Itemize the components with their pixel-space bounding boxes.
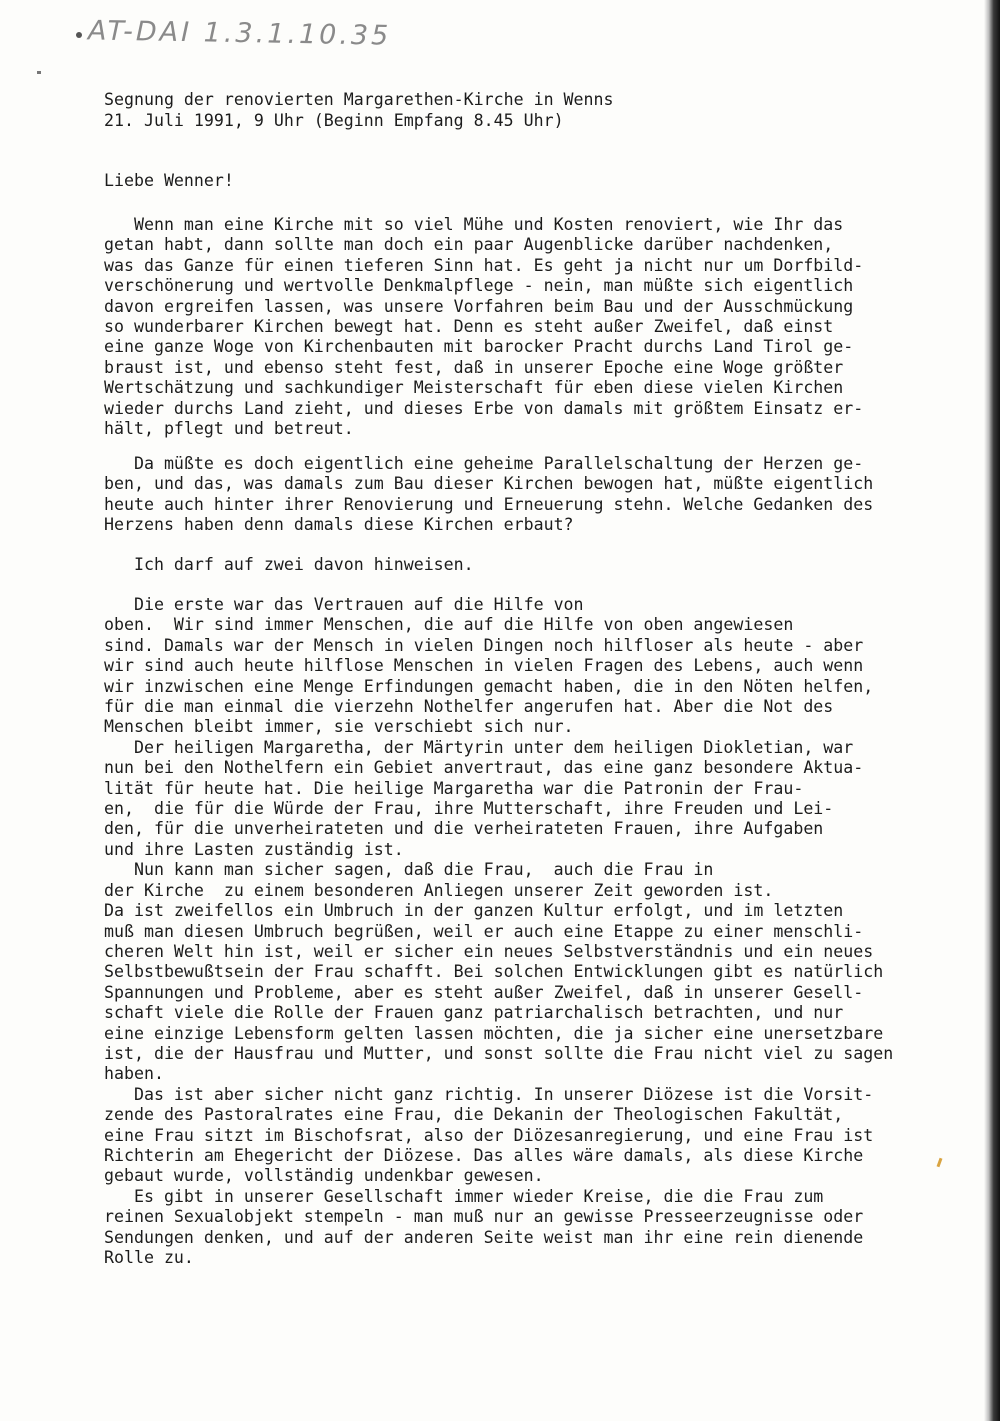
text-line: zende des Pastoralrates eine Frau, die Dekanin der Theologischen Fakultät, xyxy=(104,1105,844,1125)
paper-speck xyxy=(937,1158,943,1167)
document-date: 21. Juli 1991, 9 Uhr (Beginn Empfang 8.45 Uhr) xyxy=(104,111,564,130)
text-line: wir inzwischen eine Menge Erfindungen gemacht haben, die in den Nöten helfen, xyxy=(104,676,874,696)
text-line: was das Ganze für einen tieferen Sinn hat. Es geht ja nicht nur um Dorfbild- xyxy=(104,255,864,275)
text-line: Da ist zweifellos ein Umbruch in der ganzen Kultur erfolgt, und im letzten xyxy=(104,901,844,921)
scan-edge xyxy=(984,0,1000,1421)
text-line: so wunderbarer Kirchen bewegt hat. Denn es steht außer Zweifel, daß einst xyxy=(104,317,834,337)
text-line: en, die für die Würde der Frau, ihre Mutterschaft, ihre Freuden und Lei- xyxy=(104,799,834,819)
text-line: Richterin am Ehegericht der Diözese. Das alles wäre damals, als diese Kirche xyxy=(104,1145,864,1165)
salutation: Liebe Wenner! xyxy=(104,171,234,190)
text-line: gebaut wurde, vollständig undenkbar gewesen. xyxy=(104,1166,544,1186)
text-line: eine einzige Lebensform gelten lassen möchten, die ja sicher eine unersetzbare xyxy=(104,1023,884,1043)
text-line: Rolle zu. xyxy=(104,1248,194,1267)
text-line: Sendungen denken, und auf der anderen Seite weist man ihr eine rein dienende xyxy=(104,1227,864,1247)
text-line: muß man diesen Umbruch begrüßen, weil er auch eine Etappe zu einer menschli- xyxy=(104,921,864,941)
text-line: hält, pflegt und betreut. xyxy=(104,419,354,439)
text-line: getan habt, dann sollte man doch ein paar Augenblicke darüber nachdenken, xyxy=(104,235,834,255)
text-line: Nun kann man sicher sagen, daß die Frau, auch die Frau in xyxy=(104,860,714,880)
text-line: Wenn man eine Kirche mit so viel Mühe und Kosten renoviert, wie Ihr das xyxy=(104,215,844,234)
text-line: ist, die der Hausfrau und Mutter, und sonst sollte die Frau nicht viel zu sagen xyxy=(104,1043,894,1063)
text-line: lität für heute hat. Die heilige Margaretha war die Patronin der Frau- xyxy=(104,778,804,798)
text-line: verschönerung und wertvolle Denkmalpflege - nein, man müßte sich eigentlich xyxy=(104,276,854,296)
paragraph-3 xyxy=(104,555,904,575)
text-line: davon ergreifen lassen, was unsere Vorfahren beim Bau und der Ausschmückung xyxy=(104,296,854,316)
text-line: wieder durchs Land zieht, und dieses Erbe von damals mit größtem Einsatz er- xyxy=(104,398,864,418)
text-line: Es gibt in unserer Gesellschaft immer wieder Kreise, die die Frau zum xyxy=(104,1186,824,1206)
text-line: für die man einmal die vierzehn Nothelfer angerufen hat. Aber die Not des xyxy=(104,697,834,717)
text-line: Die erste war das Vertrauen auf die Hilfe von xyxy=(104,595,584,614)
text-line: Das ist aber sicher nicht ganz richtig. In unserer Diözese ist die Vorsit- xyxy=(104,1084,874,1104)
text-line: Menschen bleibt immer, sie verschiebt sich nur. xyxy=(104,717,574,737)
document-title: Segnung der renovierten Margarethen-Kirche in Wenns xyxy=(104,90,614,109)
text-line: der Kirche zu einem besonderen Anliegen unserer Zeit geworden ist. xyxy=(104,880,774,900)
text-line: eine Frau sitzt im Bischofsrat, also der Diözesanregierung, und eine Frau ist xyxy=(104,1125,874,1145)
text-line: heute auch hinter ihrer Renovierung und Erneuerung stehn. Welche Gedanken des xyxy=(104,494,874,514)
text-line: ben, und das, was damals zum Bau dieser Kirchen bewogen hat, müßte eigentlich xyxy=(104,474,874,494)
text-line: Der heiligen Margaretha, der Märtyrin unter dem heiligen Diokletian, war xyxy=(104,737,854,757)
text-line: und ihre Lasten zuständig ist. xyxy=(104,839,404,859)
text-line: Selbstbewußtsein der Frau schafft. Bei solchen Entwicklungen gibt es natürlich xyxy=(104,962,884,982)
text-line: Herzens haben denn damals diese Kirchen erbaut? xyxy=(104,515,574,535)
text-line: Spannungen und Probleme, aber es steht außer Zweifel, daß in unserer Gesell- xyxy=(104,982,864,1002)
paragraph-1 xyxy=(104,215,904,439)
ink-dot xyxy=(76,32,82,38)
text-line: eine ganze Woge von Kirchenbauten mit barocker Pracht durchs Land Tirol ge- xyxy=(104,337,854,357)
text-line: wir sind auch heute hilflose Menschen in vielen Fragen des Lebens, auch wenn xyxy=(104,656,864,676)
text-line: Wertschätzung und sachkundiger Meisterschaft für eben diese vielen Kirchen xyxy=(104,378,844,398)
text-line: oben. Wir sind immer Menschen, die auf die Hilfe von oben angewiesen xyxy=(104,615,794,635)
text-line: schaft viele die Rolle der Frauen ganz patriarchalisch betrachten, und nur xyxy=(104,1003,844,1023)
text-line: haben. xyxy=(104,1064,164,1084)
archive-stamp: AT-DAI 1.3.1.10.35 xyxy=(87,15,392,52)
text-line: Da müßte es doch eigentlich eine geheime Parallelschaltung der Herzen ge- xyxy=(104,454,864,473)
text-line: sind. Damals war der Mensch in vielen Dingen noch hilfloser als heute - aber xyxy=(104,635,864,655)
text-line: reinen Sexualobjekt stempeln - man muß nur an gewisse Presseerzeugnisse oder xyxy=(104,1207,864,1227)
paragraph-4 xyxy=(104,595,904,1268)
text-line: braust ist, und ebenso steht fest, daß in unserer Epoche eine Woge größter xyxy=(104,357,844,377)
paragraph-2 xyxy=(104,454,904,536)
ink-mark xyxy=(37,71,41,74)
text-line: den, für die unverheirateten und die verheirateten Frauen, ihre Aufgaben xyxy=(104,819,824,839)
text-line: cheren Welt hin ist, weil er sicher ein neues Selbstverständnis und ein neues xyxy=(104,941,874,961)
text-line: Ich darf auf zwei davon hinweisen. xyxy=(104,555,474,574)
text-line: nun bei den Nothelfern ein Gebiet anvertraut, das eine ganz besondere Aktua- xyxy=(104,758,864,778)
